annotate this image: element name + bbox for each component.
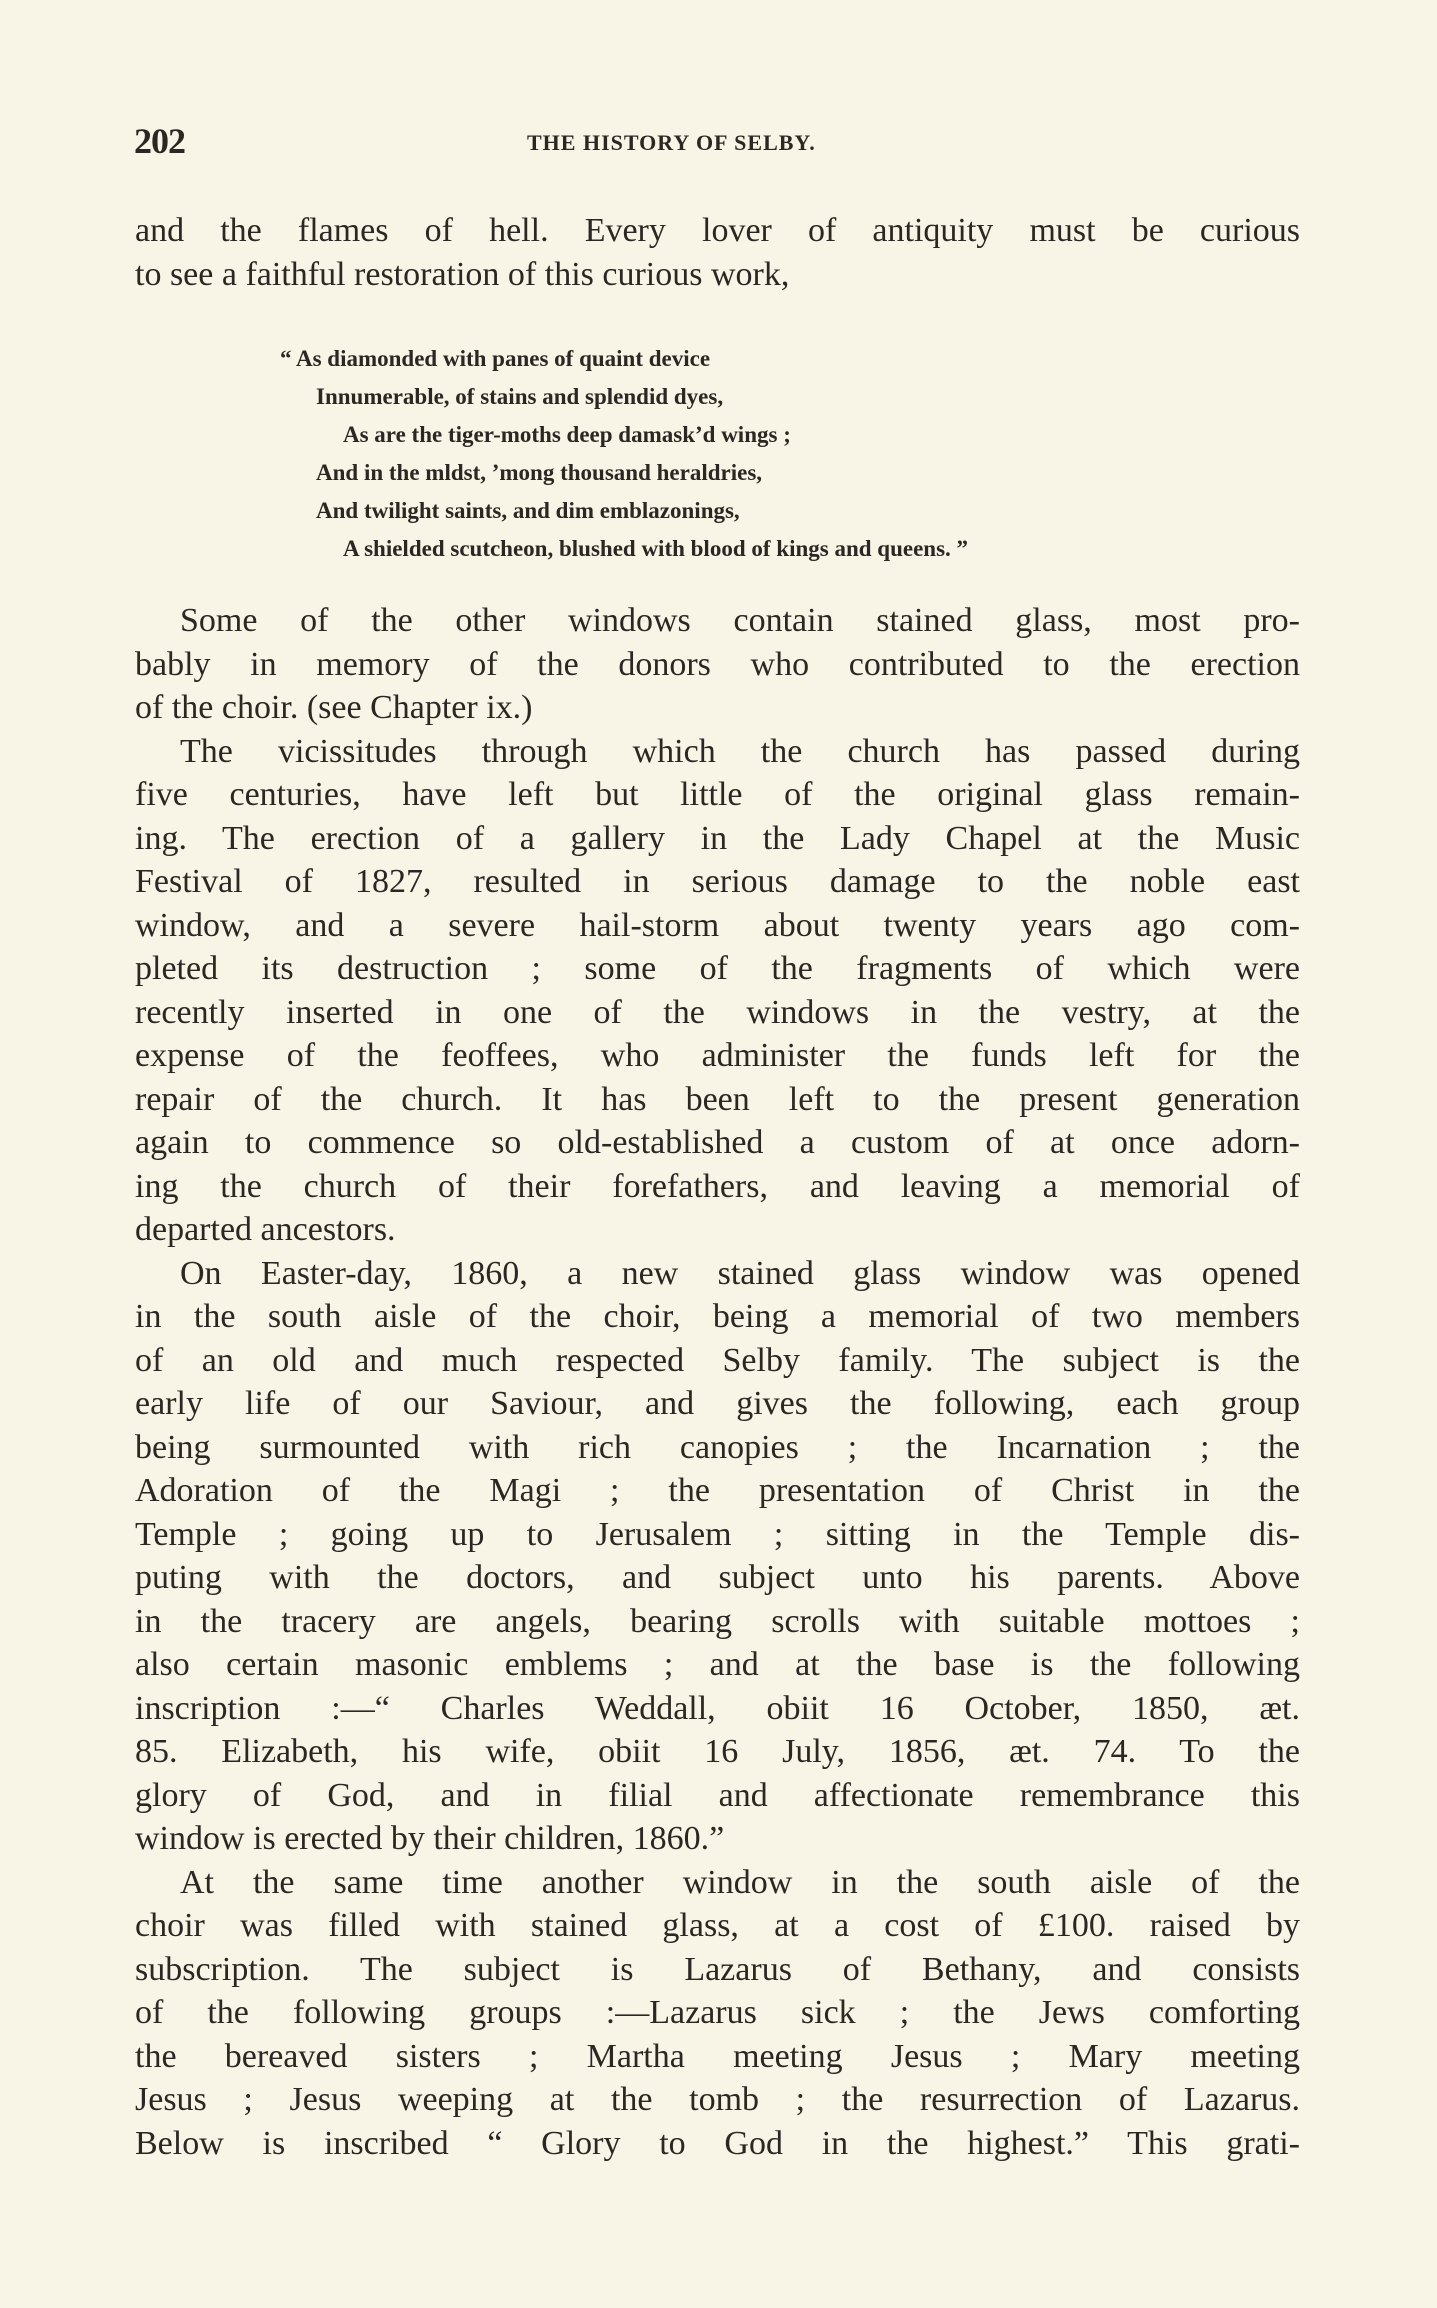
text-line: being surmounted with rich canopies ; the Incarnation ; the [135,1428,1300,1466]
body-text [135,599,1300,2165]
page-number: 202 [134,121,185,161]
text-line: window, and a severe hail-storm about twenty years ago com- [135,906,1300,944]
text-line: bably in memory of the donors who contributed to the erection [135,645,1300,683]
text-line: window is erected by their children, 1860.” [135,1820,725,1857]
text-line: Some of the other windows contain stained glass, most pro- [180,602,1300,639]
poem-line: Innumerable, of stains and splendid dyes, [316,384,724,409]
text-line: inscription :—“ Charles Weddall, obiit 16 October, 1850, æt. [135,1689,1300,1727]
intro-paragraph [135,209,1300,297]
text-line: On Easter-day, 1860, a new stained glass window was opened [180,1254,1300,1292]
text-line: Festival of 1827, resulted in serious damage to the noble east [135,863,1300,900]
text-line: expense of the feoffees, who administer the funds left for the [135,1037,1300,1074]
text-line: departed ancestors. [135,1211,396,1248]
text-line: pleted its destruction ; some of the fragments of which were [135,950,1300,987]
text-line: 85. Elizabeth, his wife, obiit 16 July, 1856, æt. 74. To the [135,1733,1300,1770]
text-line: again to commence so old-established a custom of at once adorn- [135,1124,1300,1161]
poem-line: And twilight saints, and dim emblazonings, [316,498,740,523]
text-line: ing the church of their forefathers, and leaving a memorial of [135,1167,1300,1205]
text-line: glory of God, and in filial and affectionate remembrance this [135,1776,1300,1814]
text-line: of an old and much respected Selby family. The subject is the [135,1341,1300,1379]
text-line: puting with the doctors, and subject unto his parents. Above [135,1559,1300,1596]
text-line: five centuries, have left but little of the original glass remain- [135,776,1300,813]
text-line: the bereaved sisters ; Martha meeting Jesus ; Mary meeting [135,2037,1300,2075]
text-line: subscription. The subject is Lazarus of Bethany, and consists [135,1950,1300,1988]
text-line: also certain masonic emblems ; and at the base is the following [135,1646,1300,1683]
text-line: ing. The erection of a gallery in the Lady Chapel at the Music [135,819,1300,857]
poem-line: A shielded scutcheon, blushed with blood of kings and queens. ” [343,536,969,561]
poem-line: As are the tiger-moths deep damask’d wings ; [343,422,791,447]
text-line: Adoration of the Magi ; the presentation of Christ in the [135,1472,1300,1509]
text-line: At the same time another window in the south aisle of the [180,1863,1300,1901]
text-line: of the choir. (see Chapter ix.) [135,689,533,726]
text-line: of the following groups :—Lazarus sick ; the Jews comforting [135,1994,1300,2031]
text-line: early life of our Saviour, and gives the following, each group [135,1385,1300,1422]
text-line: and the flames of hell. Every lover of antiquity must be curious [135,212,1300,249]
text-line: Below is inscribed “ Glory to God in the highest.” This grati- [135,2124,1300,2162]
text-line: Temple ; going up to Jerusalem ; sitting in the Temple dis- [135,1515,1300,1553]
poem-line: “ As diamonded with panes of quaint device [280,346,711,371]
text-line: Jesus ; Jesus weeping at the tomb ; the resurrection of Lazarus. [135,2081,1300,2118]
text-line: repair of the church. It has been left to the present generation [135,1080,1300,1118]
text-line: in the south aisle of the choir, being a memorial of two members [135,1298,1300,1335]
text-line: to see a faithful restoration of this curious work, [135,256,790,293]
running-head: THE HISTORY OF SELBY. [527,130,816,155]
text-line: in the tracery are angels, bearing scrolls with suitable mottoes ; [135,1602,1300,1640]
text-line: choir was filled with stained glass, at a cost of £100. raised by [135,1907,1300,1944]
poem-line: And in the mldst, ’mong thousand heraldries, [316,460,763,485]
poem-quotation [280,340,1280,568]
text-line: recently inserted in one of the windows in the vestry, at the [135,993,1300,1031]
text-line: The vicissitudes through which the church has passed during [180,732,1300,770]
